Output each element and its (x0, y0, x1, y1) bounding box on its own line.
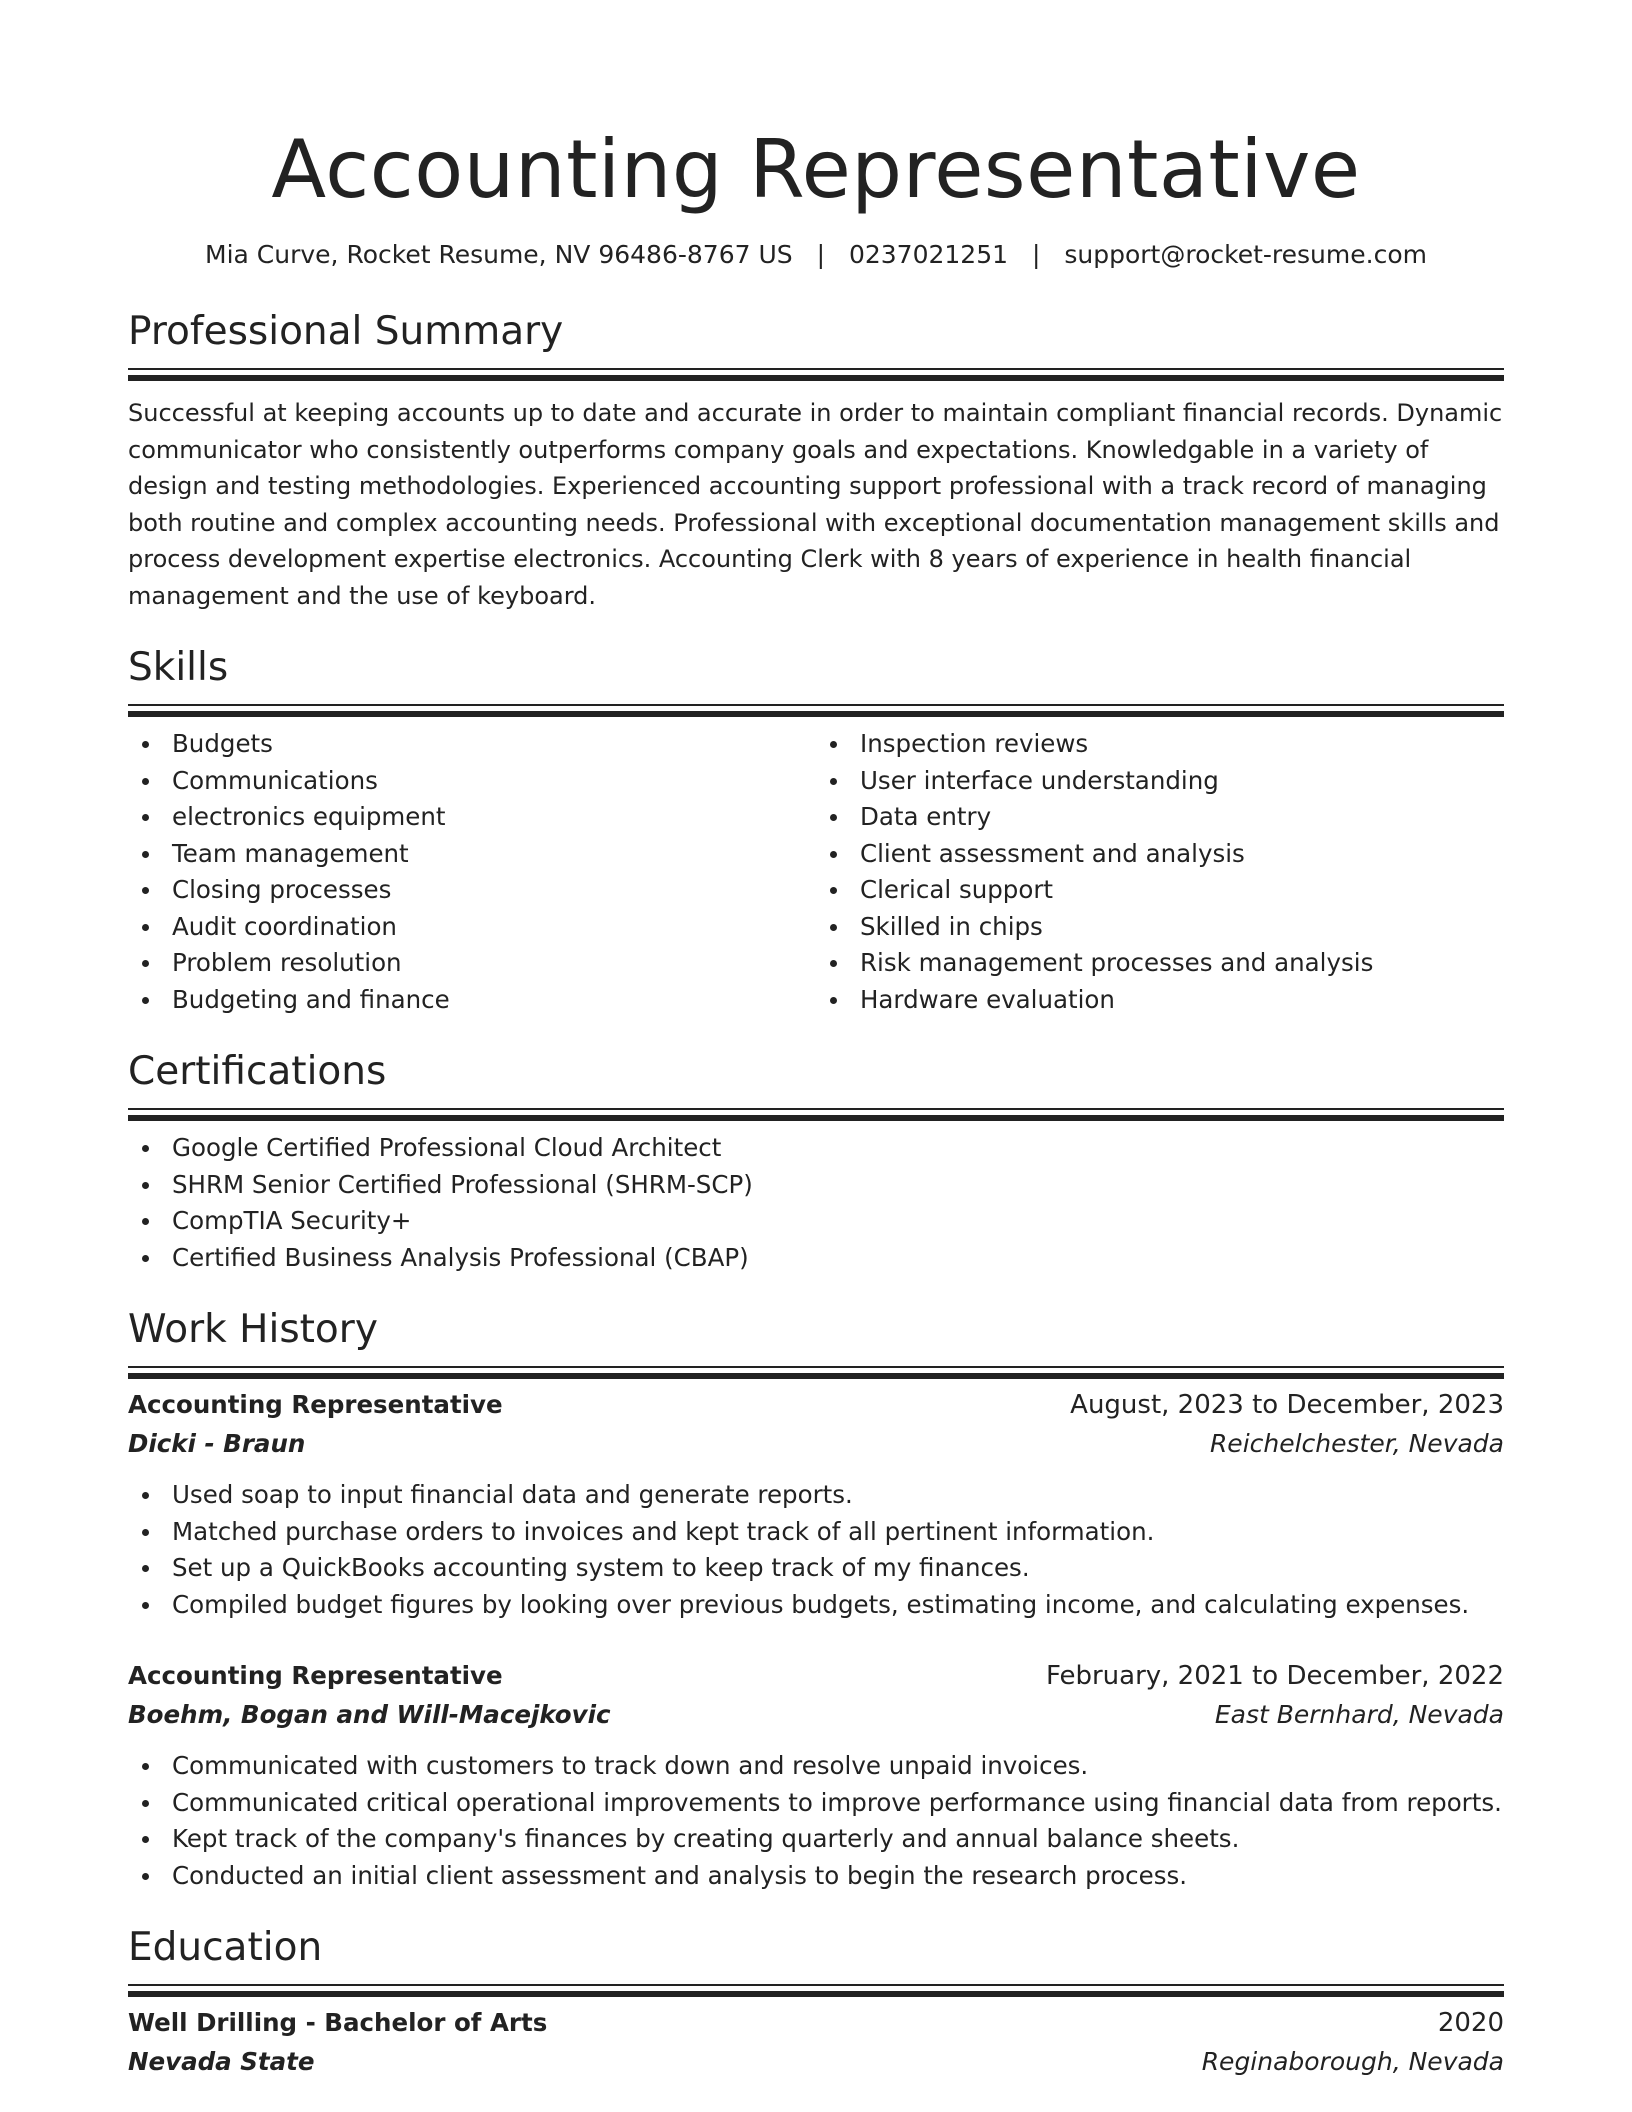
section-heading-work-history: Work History (128, 1307, 378, 1352)
section-heading-certifications: Certifications (128, 1049, 387, 1094)
skills-column-left (128, 726, 816, 1018)
skill-item: Risk management processes and analysis (816, 945, 1504, 982)
education-section (128, 1924, 1504, 2082)
job-bullet: Communicated critical operational improvements to improve performance using financial data from reports. (128, 1785, 1504, 1822)
contact-separator: | (816, 240, 826, 269)
skill-item: Closing processes (128, 872, 816, 909)
job-company: Boehm, Bogan and Will-Macejkovic (128, 1700, 611, 1729)
education-degree: Well Drilling - Bachelor of Arts (128, 2008, 548, 2037)
job-company: Dicki - Braun (128, 1429, 306, 1458)
job-bullet: Compiled budget figures by looking over previous budgets, estimating income, and calculating expenses. (128, 1587, 1504, 1624)
job-bullet: Used soap to input financial data and generate reports. (128, 1477, 1504, 1514)
job-bullet: Kept track of the company's finances by creating quarterly and annual balance sheets. (128, 1821, 1504, 1858)
skill-item: Communications (128, 763, 816, 800)
job-entry (128, 1386, 1504, 1623)
job-location: East Bernhard, Nevada (1214, 1700, 1504, 1729)
summary-section (128, 308, 1504, 614)
skills-section (128, 644, 1504, 1018)
education-school: Nevada State (128, 2047, 315, 2076)
education-year: 2020 (1437, 2008, 1504, 2038)
skill-item: Problem resolution (128, 945, 816, 982)
work-history-section (128, 1306, 1504, 1894)
job-title: Accounting Representative (128, 1661, 503, 1690)
skill-item: Clerical support (816, 872, 1504, 909)
resume-title: Accounting Representative (271, 123, 1361, 216)
job-title: Accounting Representative (128, 1390, 503, 1419)
job-bullet: Conducted an initial client assessment and analysis to begin the research process. (128, 1858, 1504, 1895)
contact-line (128, 238, 1504, 272)
skill-item: Data entry (816, 799, 1504, 836)
job-bullet: Communicated with customers to track down and resolve unpaid invoices. (128, 1748, 1504, 1785)
skills-column-right (816, 726, 1504, 1018)
certifications-section (128, 1048, 1504, 1276)
job-bullet: Set up a QuickBooks accounting system to keep track of my finances. (128, 1550, 1504, 1587)
job-dates: February, 2021 to December, 2022 (1045, 1661, 1504, 1691)
certification-item: Certified Business Analysis Professional (CBAP) (128, 1240, 1504, 1277)
certification-item: SHRM Senior Certified Professional (SHRM-SCP) (128, 1167, 1504, 1204)
summary-text: Successful at keeping accounts up to date and accurate in order to maintain compliant financial records. Dynamic communicator who consistently outperforms company goals and expectations. Knowledgable in a variety of design and testing methodologies. Experienced accounting support professional with a track record of managing both routine and complex accounting needs. Professional with exceptional documentation management skills and process development expertise electronics. Accounting Clerk with 8 years of experience in health financial management and the use of keyboard. (128, 399, 1503, 610)
skill-item: Budgeting and finance (128, 982, 816, 1019)
job-entry (128, 1657, 1504, 1894)
skill-item: Client assessment and analysis (816, 836, 1504, 873)
skill-item: Inspection reviews (816, 726, 1504, 763)
contact-address: Mia Curve, Rocket Resume, NV 96486-8767 US (205, 240, 793, 269)
section-divider (128, 1366, 1504, 1368)
contact-phone: 0237021251 (848, 240, 1009, 269)
skill-item: electronics equipment (128, 799, 816, 836)
section-divider (128, 704, 1504, 706)
contact-email: support@rocket-resume.com (1064, 240, 1427, 269)
section-heading-skills: Skills (128, 645, 229, 690)
job-bullet: Matched purchase orders to invoices and kept track of all pertinent information. (128, 1514, 1504, 1551)
section-heading-summary: Professional Summary (128, 309, 564, 354)
skill-item: Hardware evaluation (816, 982, 1504, 1019)
skill-item: Budgets (128, 726, 816, 763)
certification-item: CompTIA Security+ (128, 1203, 1504, 1240)
education-entry (128, 2004, 1504, 2082)
job-dates: August, 2023 to December, 2023 (1070, 1390, 1504, 1420)
skill-item: Audit coordination (128, 909, 816, 946)
skill-item: User interface understanding (816, 763, 1504, 800)
contact-separator: | (1031, 240, 1041, 269)
skill-item: Skilled in chips (816, 909, 1504, 946)
job-location: Reichelchester, Nevada (1209, 1429, 1504, 1458)
certification-item: Google Certified Professional Cloud Architect (128, 1130, 1504, 1167)
education-location: Reginaborough, Nevada (1201, 2047, 1504, 2076)
section-heading-education: Education (128, 1925, 323, 1970)
skill-item: Team management (128, 836, 816, 873)
section-divider (128, 368, 1504, 370)
section-divider (128, 1108, 1504, 1110)
section-divider (128, 1984, 1504, 1986)
